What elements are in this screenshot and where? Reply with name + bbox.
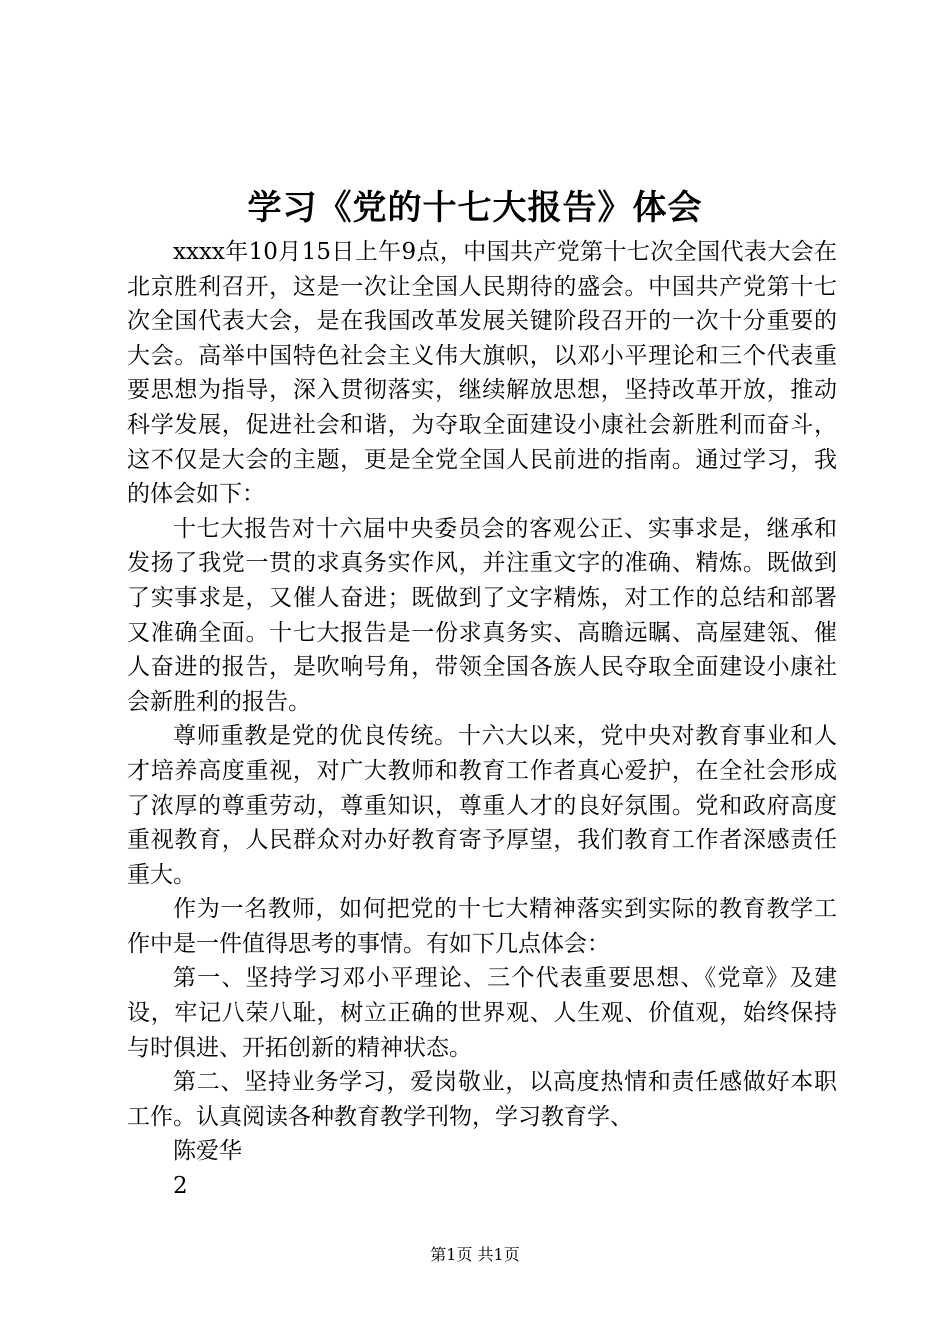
- paragraph-5: 第一、坚持学习邓小平理论、三个代表重要思想、《党章》及建设，牢记八荣八耻，树立正确的世界观、人生观、价值观，始终保持与时俱进、开拓创新的精神状态。: [127, 965, 837, 1061]
- paragraph-1: xxxx年10月15日上午9点，中国共产党第十七次全国代表大会在北京胜利召开，这是一次让全国人民期待的盛会。中国共产党第十七次全国代表大会，是在我国改革发展关键阶段召开的一次十分重要的大会。高举中国特色社会主义伟大旗帜，以邓小平理论和三个代表重要思想为指导，深入贯彻落实，继续解放思想，坚持改革开放，推动科学发展，促进社会和谐，为夺取全面建设小康社会新胜利而奋斗，这不仅是大会的主题，更是全党全国人民前进的指南。通过学习，我的体会如下：: [127, 239, 837, 508]
- document-body: [127, 235, 837, 1204]
- paragraph-2: 十七大报告对十六届中央委员会的客观公正、实事求是，继承和发扬了我党一贯的求真务实作风，并注重文字的准确、精炼。既做到了实事求是，又催人奋进；既做到了文字精炼，对工作的总结和部署又准确全面。十七大报告是一份求真务实、高瞻远瞩、高屋建瓴、催人奋进的报告，是吹响号角，带领全国各族人民夺取全面建设小康社会新胜利的报告。: [127, 515, 837, 715]
- paragraph-4: 作为一名教师，如何把党的十七大精神落实到实际的教育教学工作中是一件值得思考的事情。有如下几点体会：: [127, 896, 837, 957]
- document-title: 学习《党的十七大报告》体会: [247, 188, 703, 228]
- author-name: 陈爱华: [173, 1138, 242, 1165]
- paragraph-3: 尊师重教是党的优良传统。十六大以来，党中央对教育事业和人才培养高度重视，对广大教师和教育工作者真心爱护，在全社会形成了浓厚的尊重劳动，尊重知识，尊重人才的良好氛围。党和政府高度重视教育，人民群众对办好教育寄予厚望，我们教育工作者深感责任重大。: [127, 723, 837, 888]
- paragraph-6: 第二、坚持业务学习，爱岗敬业，以高度热情和责任感做好本职工作。认真阅读各种教育教学刊物，学习教育学、: [127, 1069, 837, 1130]
- page-mark: 2: [173, 1173, 188, 1200]
- page-footer: 第1页 共1页: [430, 1245, 520, 1264]
